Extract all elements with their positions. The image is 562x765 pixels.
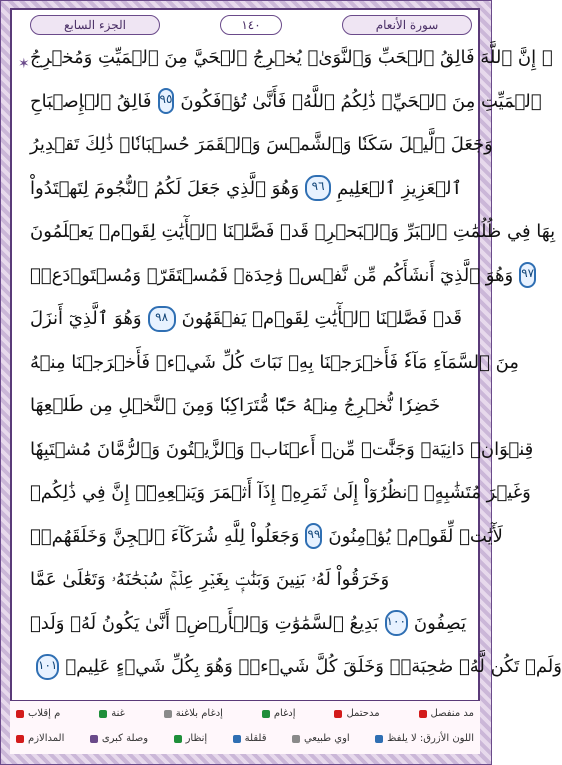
legend-item: مد منفصل <box>419 708 474 719</box>
line-text: قَدۡ فَصَّلۡنَا ٱلۡأٓيَٰتِ لِقَوۡمٖ يَفۡقَهُونَ <box>181 308 462 330</box>
color-swatch-icon <box>16 710 24 718</box>
legend-item: وصلة كبرى <box>90 733 148 744</box>
color-swatch-icon <box>174 735 182 743</box>
quran-line-9 <box>30 384 462 428</box>
legend-item: إدغام <box>262 708 296 719</box>
line-text-cont: بَدِيعُ ٱلسَّمَٰوَٰتِ وَٱلۡأَرۡضِۖ أَنَّىٰ يَكُونُ لَهُۥ وَلَدٞ <box>30 612 379 634</box>
juz-label: الجزء السابع <box>30 15 160 35</box>
line-text-cont: فَالِقُ ٱلۡإِصۡبَاحِ <box>30 90 152 112</box>
line-text: بِهَا فِي ظُلُمَٰتِ ٱلۡبَرِّ وَٱلۡبَحۡرِۗ قَدۡ فَصَّلۡنَا ٱلۡأٓيَٰتِ لِقَوۡمٖ يَعۡلَمُونَ <box>30 221 556 243</box>
ayah-number-badge: ١٠٠ <box>385 610 408 636</box>
quran-line-15 <box>30 645 562 689</box>
line-text: وَغَيۡرَ مُتَشَٰبِهٍۗ ٱنظُرُوٓاْ إِلَىٰ ثَمَرِهِۦٓ إِذَآ أَثۡمَرَ وَيَنۡعِهِۦٓۚ إِنَّ فِي ذَٰلِكُمۡ <box>30 482 531 504</box>
line-text: وَلَمۡ تَكُن لَّهُۥ صَٰحِبَةٞۖ وَخَلَقَ كُلَّ شَيۡءٖۖ وَهُوَ بِكُلِّ شَيۡءٍ عَلِيمٞ <box>65 656 562 678</box>
ayah-number-badge: ٩٦ <box>305 175 331 201</box>
color-swatch-icon <box>262 710 270 718</box>
quran-line-3 <box>30 123 493 167</box>
line-text: يَصِفُونَ <box>413 612 467 634</box>
line-text: وَجَعَلَ ٱلَّيۡلَ سَكَنٗا وَٱلشَّمۡسَ وَٱلۡقَمَرَ حُسۡبَانٗاۚ ذَٰلِكَ تَقۡدِيرُ <box>30 134 493 156</box>
tajweed-legend <box>10 700 480 754</box>
line-text: ٱلۡعَزِيزِ ٱلۡعَلِيمِ <box>337 177 462 199</box>
quran-line-6 <box>30 254 535 298</box>
legend-item: إنظار <box>174 733 208 744</box>
quran-line-5 <box>30 210 556 254</box>
quran-line-13 <box>30 558 462 602</box>
line-text: مِنَ ٱلسَّمَآءِ مَآءٗ فَأَخۡرَجۡنَا بِهِۦ نَبَاتَ كُلِّ شَيۡءٖ فَأَخۡرَجۡنَا مِنۡهُ <box>30 351 519 373</box>
line-text: وَخَرَقُواْ لَهُۥ بَنِينَ وَبَنَٰتِۭ بِغَيۡرِ عِلۡمٖۚ سُبۡحَٰنَهُۥ وَتَعَٰلَىٰ عَمَّا <box>30 569 390 591</box>
legend-item: م إقلاب <box>16 708 60 719</box>
page-number: ١٤٠ <box>220 15 282 35</box>
line-text: ٱلۡمَيِّتِ مِنَ ٱلۡحَيِّۚ ذَٰلِكُمُ ٱللَّهُۖ فَأَنَّىٰ تُؤۡفَكُونَ <box>180 90 542 112</box>
quran-line-8 <box>30 341 519 385</box>
color-swatch-icon <box>90 735 98 743</box>
page-content <box>10 8 562 753</box>
line-text-cont: وَهُوَ ٱلَّذِيٓ أَنشَأَكُم مِّن نَّفۡسٖ وَٰحِدَةٖ فَمُسۡتَقَرّٞ وَمُسۡتَوۡدَعٞۗ <box>30 264 514 286</box>
line-text-cont: وَهُوَ ٱلَّذِيٓ أَنزَلَ <box>30 308 142 330</box>
ayah-number-badge: ٩٨ <box>148 306 176 332</box>
line-text: خَضِرٗا نُّخۡرِجُ مِنۡهُ حَبّٗا مُّتَرَاكِبٗا وَمِنَ ٱلنَّخۡلِ مِن طَلۡعِهَا <box>30 395 441 417</box>
legend-item: قلقلة <box>233 733 267 744</box>
quran-line-14 <box>30 602 467 646</box>
ayah-number-badge: ٩٧ <box>519 262 536 288</box>
legend-item: مدحتمل <box>334 708 379 719</box>
color-swatch-icon <box>375 735 383 743</box>
legend-item: المدالازم <box>16 733 64 744</box>
quran-line-7 <box>30 297 462 341</box>
quran-line-4 <box>30 167 462 211</box>
surah-label: سورة الأنعام <box>342 15 472 35</box>
line-text: قِنۡوَانٞ دَانِيَةٞ وَجَنَّٰتٖ مِّنۡ أَعۡنَابٖ وَٱلزَّيۡتُونَ وَٱلرُّمَّانَ مُشۡتَبِهٗا <box>30 438 534 460</box>
line-text-cont: وَجَعَلُواْ لِلَّهِ شُرَكَآءَ ٱلۡجِنَّ وَخَلَقَهُمۡۖ <box>30 525 300 547</box>
ayah-number-badge: ٩٥ <box>158 88 175 114</box>
legend-row-1 <box>10 701 480 726</box>
quran-lines <box>30 36 562 689</box>
legend-item: اللون الأزرق: لا يلفظ <box>375 733 474 744</box>
hizb-marker-icon: ✶ <box>18 56 30 72</box>
quran-line-2 <box>30 80 542 124</box>
legend-row-2 <box>10 726 480 751</box>
line-text: ۞ إِنَّ ٱللَّهَ فَالِقُ ٱلۡحَبِّ وَٱلنَّوَىٰۖ يُخۡرِجُ ٱلۡحَيَّ مِنَ ٱلۡمَيِّتِ وَمُخۡرِجُ <box>30 47 553 69</box>
legend-item: غنة <box>99 708 125 719</box>
color-swatch-icon <box>419 710 427 718</box>
quran-line-10 <box>30 428 534 472</box>
color-swatch-icon <box>164 710 172 718</box>
color-swatch-icon <box>233 735 241 743</box>
quran-line-12 <box>30 515 503 559</box>
quran-line-11 <box>30 471 531 515</box>
line-text: لَأٓيَٰتٖ لِّقَوۡمٖ يُؤۡمِنُونَ <box>328 525 503 547</box>
color-swatch-icon <box>292 735 300 743</box>
quran-line-1 <box>30 36 553 80</box>
page-header <box>30 12 470 36</box>
ayah-number-badge: ٩٩ <box>305 523 322 549</box>
color-swatch-icon <box>16 735 24 743</box>
ayah-number-badge: ١٠١ <box>36 654 59 680</box>
legend-item: إدغام بلاغنة <box>164 708 223 719</box>
color-swatch-icon <box>334 710 342 718</box>
color-swatch-icon <box>99 710 107 718</box>
line-text-cont: وَهُوَ ٱلَّذِي جَعَلَ لَكُمُ ٱلنُّجُومَ لِتَهۡتَدُواْ <box>30 177 300 199</box>
legend-item: اوي طبيعي <box>292 733 350 744</box>
